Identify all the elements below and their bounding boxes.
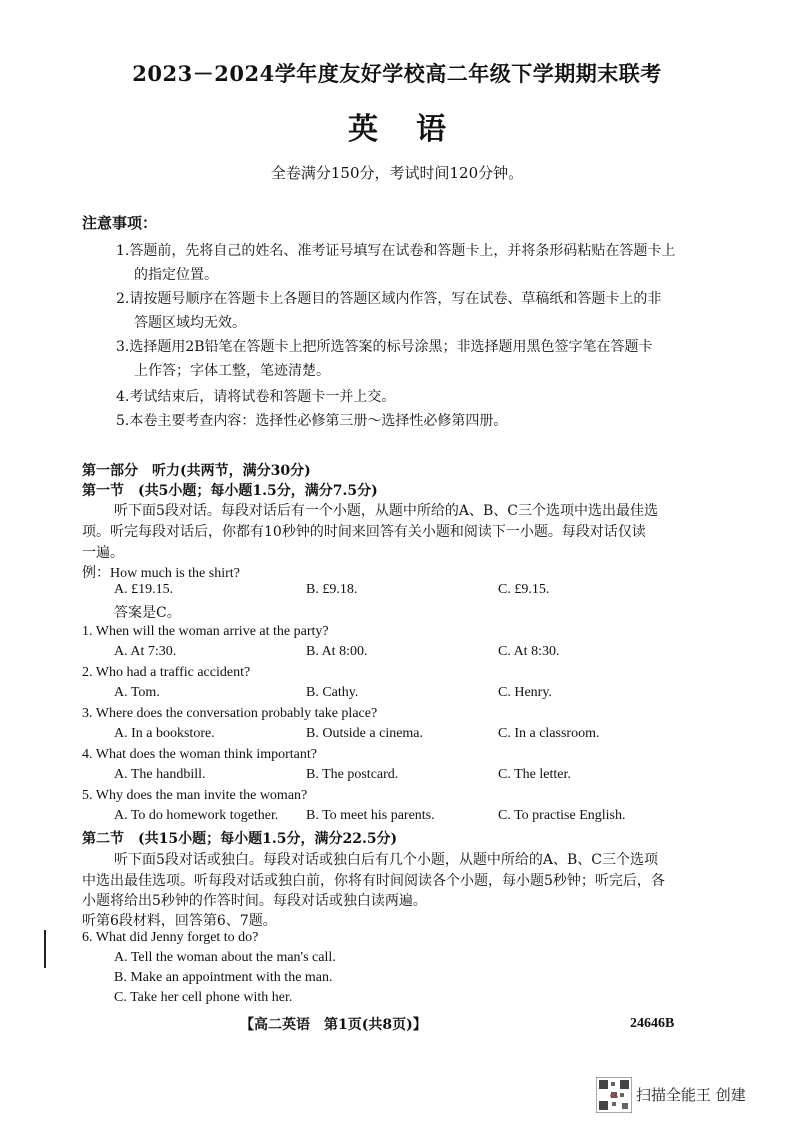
note-2-line2: 答题区域均无效。 (134, 315, 246, 331)
question-5-option-c: C. To practise English. (498, 808, 626, 823)
part1-heading: 第一部分 听力(共两节，满分30分) (82, 463, 311, 479)
question-1-option-c: C. At 8:30. (498, 644, 560, 659)
question-2: 2. Who had a traffic accident? (82, 665, 251, 680)
question-2-option-c: C. Henry. (498, 685, 552, 700)
scanner-logo-text: CS (610, 1093, 618, 1100)
note-3-line2: 上作答；字体工整，笔迹清楚。 (134, 363, 330, 379)
subject-title: 英语 (348, 112, 484, 147)
scan-edge-mark (44, 930, 46, 968)
example-option-c: C. £9.15. (498, 582, 550, 597)
section2-instruction-line3: 小题将给出5秒钟的作答时间。每段对话或独白读两遍。 (82, 893, 427, 909)
example-question: 例：How much is the shirt? (82, 566, 240, 581)
note-3-line1: 3.选择题用2B铅笔在答题卡上把所选答案的标号涂黑；非选择题用黑色签字笔在答题卡 (116, 339, 653, 355)
question-6-option-b: B. Make an appointment with the man. (114, 970, 333, 985)
note-1-line1: 1.答题前，先将自己的姓名、准考证号填写在试卷和答题卡上，并将条形码粘贴在答题卡上 (116, 243, 676, 259)
question-1-option-a: A. At 7:30. (114, 644, 177, 659)
page-footer: 【高二英语 第1页(共8页)】 (240, 1017, 427, 1033)
note-1-line2: 的指定位置。 (134, 267, 218, 283)
question-4-option-c: C. The letter. (498, 767, 571, 782)
section1-instruction-line3: 一遍。 (82, 545, 124, 561)
note-4: 4.考试结束后，请将试卷和答题卡一并上交。 (116, 389, 396, 405)
question-2-option-a: A. Tom. (114, 685, 160, 700)
example-option-b: B. £9.18. (306, 582, 358, 597)
question-1-option-b: B. At 8:00. (306, 644, 368, 659)
section1-heading: 第一节 (共5小题；每小题1.5分，满分7.5分) (82, 483, 378, 499)
note-5: 5.本卷主要考查内容：选择性必修第三册～选择性必修第四册。 (116, 413, 508, 429)
question-3-option-c: C. In a classroom. (498, 726, 600, 741)
material-6-label: 听第6段材料，回答第6、7题。 (82, 913, 277, 929)
question-2-option-b: B. Cathy. (306, 685, 359, 700)
question-3-option-a: A. In a bookstore. (114, 726, 215, 741)
section2-heading: 第二节 (共15小题；每小题1.5分，满分22.5分) (82, 831, 398, 847)
question-5-option-b: B. To meet his parents. (306, 808, 435, 823)
question-4-option-a: A. The handbill. (114, 767, 206, 782)
question-4-option-b: B. The postcard. (306, 767, 399, 782)
section1-instruction-line2: 项。听完每段对话后，你都有10秒钟的时间来回答有关小题和阅读下一小题。每段对话仅读 (82, 524, 646, 540)
section2-instruction-line1: 听下面5段对话或独白。每段对话或独白后有几个小题，从题中所给的A、B、C三个选项 (114, 852, 659, 868)
notes-heading: 注意事项： (82, 214, 158, 232)
exam-title: 2023－2024学年度友好学校高二年级下学期期末联考 (132, 61, 662, 86)
question-4: 4. What does the woman think important? (82, 747, 317, 762)
note-2-line1: 2.请按题号顺序在答题卡上各题目的答题区域内作答，写在试卷、草稿纸和答题卡上的非 (116, 291, 662, 307)
question-1: 1. When will the woman arrive at the party? (82, 624, 329, 639)
question-6: 6. What did Jenny forget to do? (82, 930, 259, 945)
paper-code: 24646B (630, 1016, 675, 1031)
example-answer: 答案是C。 (114, 605, 181, 621)
scanner-logo-icon (596, 1077, 632, 1113)
section2-instruction-line2: 中选出最佳选项。听每段对话或独白前，你将有时间阅读各个小题，每小题5秒钟；听完后，各 (82, 873, 665, 889)
scanner-watermark: 扫描全能王 创建 (636, 1086, 746, 1104)
example-option-a: A. £19.15. (114, 582, 174, 597)
question-3-option-b: B. Outside a cinema. (306, 726, 424, 741)
question-6-option-a: A. Tell the woman about the man's call. (114, 950, 336, 965)
section1-instruction-line1: 听下面5段对话。每段对话后有一个小题，从题中所给的A、B、C三个选项中选出最佳选 (114, 503, 659, 519)
question-6-option-c: C. Take her cell phone with her. (114, 990, 293, 1005)
question-3: 3. Where does the conversation probably take place? (82, 706, 378, 721)
question-5-option-a: A. To do homework together. (114, 808, 279, 823)
question-5: 5. Why does the man invite the woman? (82, 788, 308, 803)
exam-info: 全卷满分150分，考试时间120分钟。 (270, 164, 524, 182)
